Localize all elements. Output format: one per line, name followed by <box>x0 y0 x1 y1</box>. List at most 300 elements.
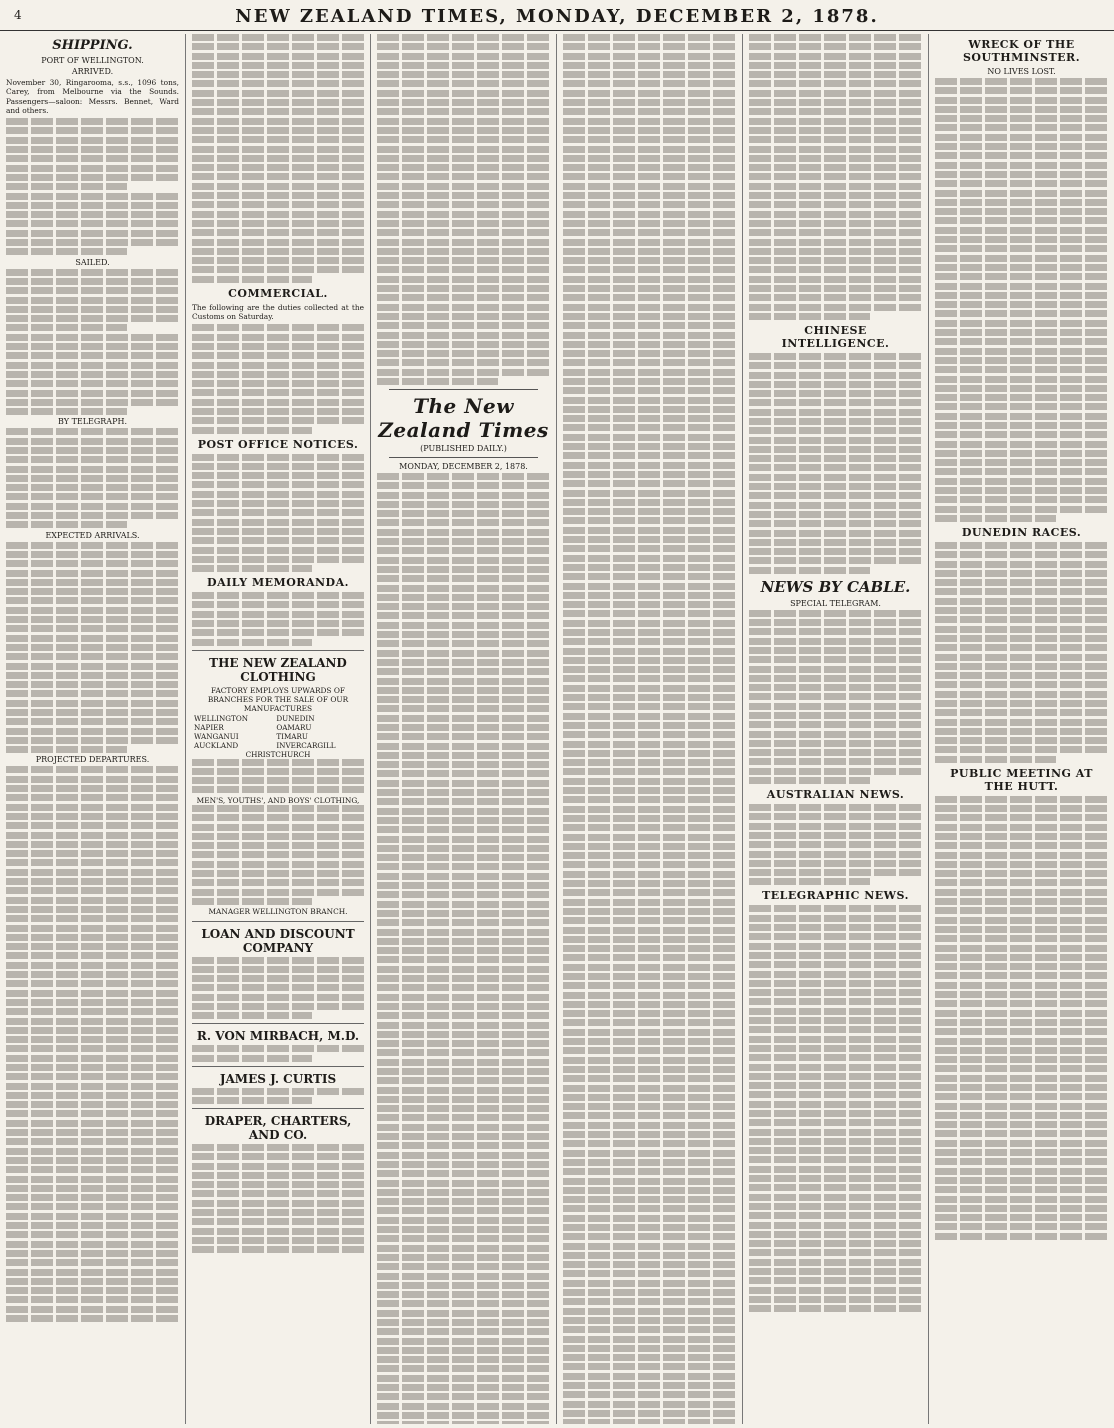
body-text-line <box>749 118 922 125</box>
body-text-line <box>749 548 922 555</box>
body-text-line <box>377 1152 550 1159</box>
body-text-line <box>749 1212 922 1219</box>
body-text-line <box>935 1075 1108 1082</box>
body-text-line <box>192 481 364 488</box>
body-text-line <box>935 796 1108 803</box>
arrived-heading: ARRIVED. <box>71 67 114 76</box>
body-text-line <box>749 173 922 180</box>
body-text-line <box>563 527 736 534</box>
body-text-line <box>6 211 179 218</box>
body-text-line <box>377 1133 550 1140</box>
body-text-line <box>192 1190 364 1197</box>
body-text-line <box>6 915 179 922</box>
body-text-line <box>749 1110 922 1117</box>
body-text-line <box>563 787 736 794</box>
mirbach-advert <box>192 1023 364 1061</box>
body-text-line <box>6 1055 179 1062</box>
body-text-line <box>6 1064 179 1071</box>
body-text-line <box>935 635 1108 642</box>
body-text-line <box>192 1181 364 1188</box>
body-text-line <box>935 870 1108 877</box>
body-text-line <box>563 1168 736 1175</box>
body-text-line <box>6 804 179 811</box>
body-text-line <box>563 304 736 311</box>
body-text-line <box>6 999 179 1006</box>
body-text-line <box>563 685 736 692</box>
body-text-line <box>935 320 1108 327</box>
body-text-line <box>563 945 736 952</box>
body-text-line <box>563 815 736 822</box>
body-text-line <box>563 1280 736 1287</box>
body-text-line <box>192 220 364 227</box>
body-text-line <box>377 780 550 787</box>
body-text-line <box>749 998 922 1005</box>
body-text-line <box>192 108 364 115</box>
body-text-line <box>377 1328 550 1335</box>
body-text-line <box>749 1008 922 1015</box>
body-text-line <box>6 1008 179 1015</box>
body-text-line <box>935 982 1108 989</box>
newspaper-brand: The New Zealand Times <box>378 393 549 442</box>
body-text-line <box>6 1101 179 1108</box>
body-text-line <box>192 257 364 264</box>
body-text-line <box>749 961 922 968</box>
body-text-line <box>749 530 922 537</box>
body-text-line <box>377 863 550 870</box>
body-text-line <box>377 1180 550 1187</box>
body-text-line <box>6 1222 179 1229</box>
commercial-intro: The following are the duties collected at the Customs on Saturday. <box>192 302 364 322</box>
body-text-line <box>749 989 922 996</box>
body-text-line <box>935 338 1108 345</box>
body-text-line <box>563 741 736 748</box>
body-text-line <box>192 1153 364 1160</box>
body-text-line <box>563 824 736 831</box>
body-text-line <box>6 980 179 987</box>
body-text-line <box>192 1055 312 1062</box>
body-text-line <box>935 329 1108 336</box>
body-text-line <box>935 879 1108 886</box>
chinese-heading: CHINESE INTELLIGENCE. <box>781 323 890 350</box>
body-text-line <box>377 350 550 357</box>
body-text-line <box>749 80 922 87</box>
body-text-line <box>377 1263 550 1270</box>
body-text-line <box>749 1222 922 1229</box>
body-text-line <box>192 324 364 331</box>
body-text-line <box>563 1047 736 1054</box>
body-text-line <box>6 971 179 978</box>
body-text-line <box>192 463 364 470</box>
body-text-line <box>749 703 922 710</box>
body-text-line <box>6 663 179 670</box>
body-text-line <box>377 108 550 115</box>
body-text-line <box>935 496 1108 503</box>
body-text-line <box>377 1068 550 1075</box>
body-text-line <box>749 304 922 311</box>
body-text-line <box>935 626 1108 633</box>
body-text-line <box>377 640 550 647</box>
body-text-line <box>377 873 550 880</box>
town: INVERCARGILL <box>276 740 336 750</box>
town: TIMARU <box>276 731 308 741</box>
loan-advert <box>192 921 364 1020</box>
column-wreck <box>929 34 1114 1424</box>
body-text-line <box>192 427 312 434</box>
body-text-line <box>6 832 179 839</box>
body-text-line <box>192 898 312 905</box>
body-text-line <box>563 1159 736 1166</box>
body-text-line <box>563 183 736 190</box>
body-text-line <box>377 836 550 843</box>
sailed-heading: SAILED. <box>75 257 110 267</box>
body-text-line <box>6 239 179 246</box>
body-text-line <box>563 1410 736 1417</box>
body-text-line <box>563 545 736 552</box>
body-text-line <box>935 991 1108 998</box>
body-text-line <box>192 1088 364 1095</box>
body-text-line <box>377 566 550 573</box>
body-text-line <box>377 910 550 917</box>
body-text-line <box>749 539 922 546</box>
body-text-line <box>935 366 1108 373</box>
body-text-line <box>377 34 550 41</box>
body-text-line <box>935 255 1108 262</box>
body-text-line <box>749 813 922 820</box>
body-text-line <box>563 164 736 171</box>
body-text-line <box>377 1235 550 1242</box>
body-text-line <box>377 650 550 657</box>
body-text-line <box>377 1170 550 1177</box>
body-text-line <box>377 146 550 153</box>
body-text-line <box>377 501 550 508</box>
body-text-line <box>192 408 364 415</box>
body-text-line <box>377 1003 550 1010</box>
body-text-line <box>749 201 922 208</box>
body-text-line <box>563 201 736 208</box>
body-text-line <box>377 1207 550 1214</box>
body-text-line <box>377 313 550 320</box>
body-text-line <box>749 1156 922 1163</box>
body-text-line <box>6 174 179 181</box>
body-text-line <box>935 570 1108 577</box>
clothing-sub: FACTORY EMPLOYS UPWARDS OF <box>210 685 346 695</box>
clothing-title: THE NEW ZEALAND CLOTHING <box>209 655 347 684</box>
body-text-line <box>6 324 127 331</box>
body-text-line <box>935 468 1108 475</box>
body-text-line <box>377 173 550 180</box>
body-text-line <box>935 1121 1108 1128</box>
body-text-line <box>935 190 1108 197</box>
body-text-line <box>6 1287 179 1294</box>
body-text-line <box>563 136 736 143</box>
body-text-line <box>6 1231 179 1238</box>
body-text-line <box>563 211 736 218</box>
body-text-line <box>935 1214 1108 1221</box>
body-text-line <box>749 647 922 654</box>
body-text-line <box>935 1019 1108 1026</box>
body-text-line <box>6 297 179 304</box>
body-text-line <box>377 1161 550 1168</box>
body-text-line <box>377 201 550 208</box>
body-text-line <box>377 882 550 889</box>
body-text-line <box>563 462 736 469</box>
body-text-line <box>563 899 736 906</box>
body-text-line <box>6 588 179 595</box>
body-text-line <box>749 313 870 320</box>
body-text-line <box>6 1083 179 1090</box>
body-text-line <box>377 724 550 731</box>
body-text-line <box>749 610 922 617</box>
body-text-line <box>563 322 736 329</box>
body-text-line <box>935 1149 1108 1156</box>
body-text-line <box>935 935 1108 942</box>
body-text-line <box>749 1026 922 1033</box>
body-text-line <box>377 668 550 675</box>
body-text-line <box>563 517 736 524</box>
body-text-line <box>6 1306 179 1313</box>
body-text-line <box>377 622 550 629</box>
body-text-line <box>6 362 179 369</box>
body-text-line <box>377 322 550 329</box>
body-text-line <box>6 1110 179 1117</box>
body-text-line <box>192 99 364 106</box>
body-text-line <box>749 980 922 987</box>
body-text-line <box>563 266 736 273</box>
special-telegram: SPECIAL TELEGRAM. <box>790 598 881 608</box>
body-text-line <box>935 1084 1108 1091</box>
body-text-line <box>563 583 736 590</box>
body-text-line <box>192 389 364 396</box>
body-text-line <box>6 906 179 913</box>
body-text-line <box>6 869 179 876</box>
body-text-line <box>377 80 550 87</box>
page-number-left: 4 <box>14 8 22 22</box>
body-text-line <box>377 798 550 805</box>
body-text-line <box>935 1158 1108 1165</box>
body-text-line <box>563 1103 736 1110</box>
body-text-line <box>6 1166 179 1173</box>
body-text-line <box>563 871 736 878</box>
post-office-heading: POST OFFICE NOTICES. <box>197 437 359 451</box>
body-text-line <box>377 155 550 162</box>
loan-title: LOAN AND DISCOUNT COMPANY <box>201 926 355 955</box>
body-text-line <box>6 551 179 558</box>
body-text-line <box>935 310 1108 317</box>
body-text-line <box>935 162 1108 169</box>
body-text-line <box>6 466 179 473</box>
body-text-line <box>377 53 550 60</box>
body-text-line <box>749 943 922 950</box>
body-text-line <box>192 966 364 973</box>
body-text-line <box>749 777 870 784</box>
body-text-line <box>935 1047 1108 1054</box>
body-text-line <box>377 492 550 499</box>
body-text-line <box>749 418 922 425</box>
body-text-line <box>192 343 364 350</box>
body-text-line <box>377 845 550 852</box>
body-text-line <box>192 975 364 982</box>
body-text-line <box>192 500 364 507</box>
body-text-line <box>377 975 550 982</box>
body-text-line <box>377 211 550 218</box>
body-text-line <box>6 952 179 959</box>
body-text-line <box>377 705 550 712</box>
town: WELLINGTON <box>194 713 249 723</box>
body-text-line <box>563 1252 736 1259</box>
body-text-line <box>192 136 364 143</box>
body-text-line <box>6 230 179 237</box>
body-text-line <box>377 99 550 106</box>
body-text-line <box>6 718 179 725</box>
body-text-line <box>935 413 1108 420</box>
body-text-line <box>749 248 922 255</box>
body-text-line <box>563 1317 736 1324</box>
curtis-title: JAMES J. CURTIS <box>219 1071 337 1086</box>
body-text-line <box>749 841 922 848</box>
body-text-line <box>6 1138 179 1145</box>
body-text-line <box>563 1363 736 1370</box>
arrival-notice: November 30, Ringarooma, s.s., 1096 tons, Carey, from Melbourne via the Sounds. Passengers—saloon: Messrs. Bennet, Ward and others. <box>6 78 179 115</box>
body-text-line <box>935 1186 1108 1193</box>
body-text-line <box>6 766 179 773</box>
body-text-line <box>935 1028 1108 1035</box>
body-text-line <box>6 390 179 397</box>
body-text-line <box>935 663 1108 670</box>
dateline: MONDAY, DECEMBER 2, 1878. <box>399 461 528 471</box>
body-text-line <box>935 478 1108 485</box>
body-text-line <box>377 136 550 143</box>
body-text-line <box>563 173 736 180</box>
body-text-line <box>377 575 550 582</box>
body-text-line <box>935 852 1108 859</box>
body-text-line <box>563 675 736 682</box>
body-text-line <box>935 236 1108 243</box>
body-text-line <box>749 285 922 292</box>
body-text-line <box>935 180 1108 187</box>
body-text-line <box>935 115 1108 122</box>
body-text-line <box>377 929 550 936</box>
body-text-line <box>563 648 736 655</box>
body-text-line <box>192 759 364 766</box>
body-text-line <box>749 266 922 273</box>
body-text-line <box>563 155 736 162</box>
body-text-line <box>377 1356 550 1363</box>
body-text-line <box>749 211 922 218</box>
column-shipping <box>0 34 185 1424</box>
body-text-line <box>6 1120 179 1127</box>
body-text-line <box>192 851 364 858</box>
body-text-line <box>377 678 550 685</box>
body-text-line <box>6 278 179 285</box>
body-text-line <box>749 1091 922 1098</box>
body-text-line <box>749 1249 922 1256</box>
body-text-line <box>749 1203 922 1210</box>
body-text-line <box>563 332 736 339</box>
body-text-line <box>6 1259 179 1266</box>
body-text-line <box>563 359 736 366</box>
body-text-line <box>192 164 364 171</box>
body-text-line <box>563 34 736 41</box>
body-text-line <box>749 915 922 922</box>
body-text-line <box>935 598 1108 605</box>
body-text-line <box>6 165 179 172</box>
column-local <box>557 34 742 1424</box>
body-text-line <box>563 1419 736 1424</box>
body-text-line <box>563 53 736 60</box>
body-text-line <box>749 971 922 978</box>
body-text-line <box>935 1103 1108 1110</box>
body-text-line <box>192 1012 312 1019</box>
body-text-line <box>563 1038 736 1045</box>
body-text-line <box>935 805 1108 812</box>
body-text-line <box>377 938 550 945</box>
body-text-line <box>935 917 1108 924</box>
body-text-line <box>377 696 550 703</box>
body-text-line <box>563 722 736 729</box>
body-text-line <box>6 570 179 577</box>
body-text-line <box>563 108 736 115</box>
body-text-line <box>6 897 179 904</box>
body-text-line <box>377 1347 550 1354</box>
body-text-line <box>749 1184 922 1191</box>
body-text-line <box>377 603 550 610</box>
projected-heading: PROJECTED DEPARTURES. <box>35 755 150 765</box>
body-text-line <box>935 719 1108 726</box>
body-text-line <box>563 43 736 50</box>
body-text-line <box>6 127 179 134</box>
body-text-line <box>935 579 1108 586</box>
body-text-line <box>935 301 1108 308</box>
body-text-line <box>749 399 922 406</box>
body-text-line <box>749 362 922 369</box>
body-text-line <box>377 71 550 78</box>
body-text-line <box>192 211 364 218</box>
body-text-line <box>6 155 179 162</box>
masthead-rule <box>0 30 1114 31</box>
races-heading: DUNEDIN RACES. <box>961 525 1082 539</box>
body-text-line <box>563 1150 736 1157</box>
body-text-line <box>563 1112 736 1119</box>
body-text-line <box>192 127 364 134</box>
shipping-heading: SHIPPING. <box>52 38 133 53</box>
body-text-line <box>563 629 736 636</box>
body-text-line <box>749 372 922 379</box>
body-text-line <box>563 313 736 320</box>
body-text-line <box>749 390 922 397</box>
body-text-line <box>6 512 179 519</box>
body-text-line <box>749 905 922 912</box>
body-text-line <box>6 334 179 341</box>
body-text-line <box>563 192 736 199</box>
body-text-line <box>935 691 1108 698</box>
news-by-cable-heading: NEWS BY CABLE. <box>760 577 911 596</box>
body-text-line <box>6 1296 179 1303</box>
body-text-line <box>935 106 1108 113</box>
body-text-line <box>935 97 1108 104</box>
body-text-line <box>935 441 1108 448</box>
body-text-line <box>192 62 364 69</box>
body-text-line <box>935 709 1108 716</box>
body-text-line <box>192 984 364 991</box>
body-text-line <box>377 294 550 301</box>
body-text-line <box>377 164 550 171</box>
body-text-line <box>377 1384 550 1391</box>
body-text-line <box>563 1261 736 1268</box>
body-text-line <box>749 437 922 444</box>
body-text-line <box>563 610 736 617</box>
body-text-line <box>192 334 364 341</box>
body-text-line <box>192 565 312 572</box>
